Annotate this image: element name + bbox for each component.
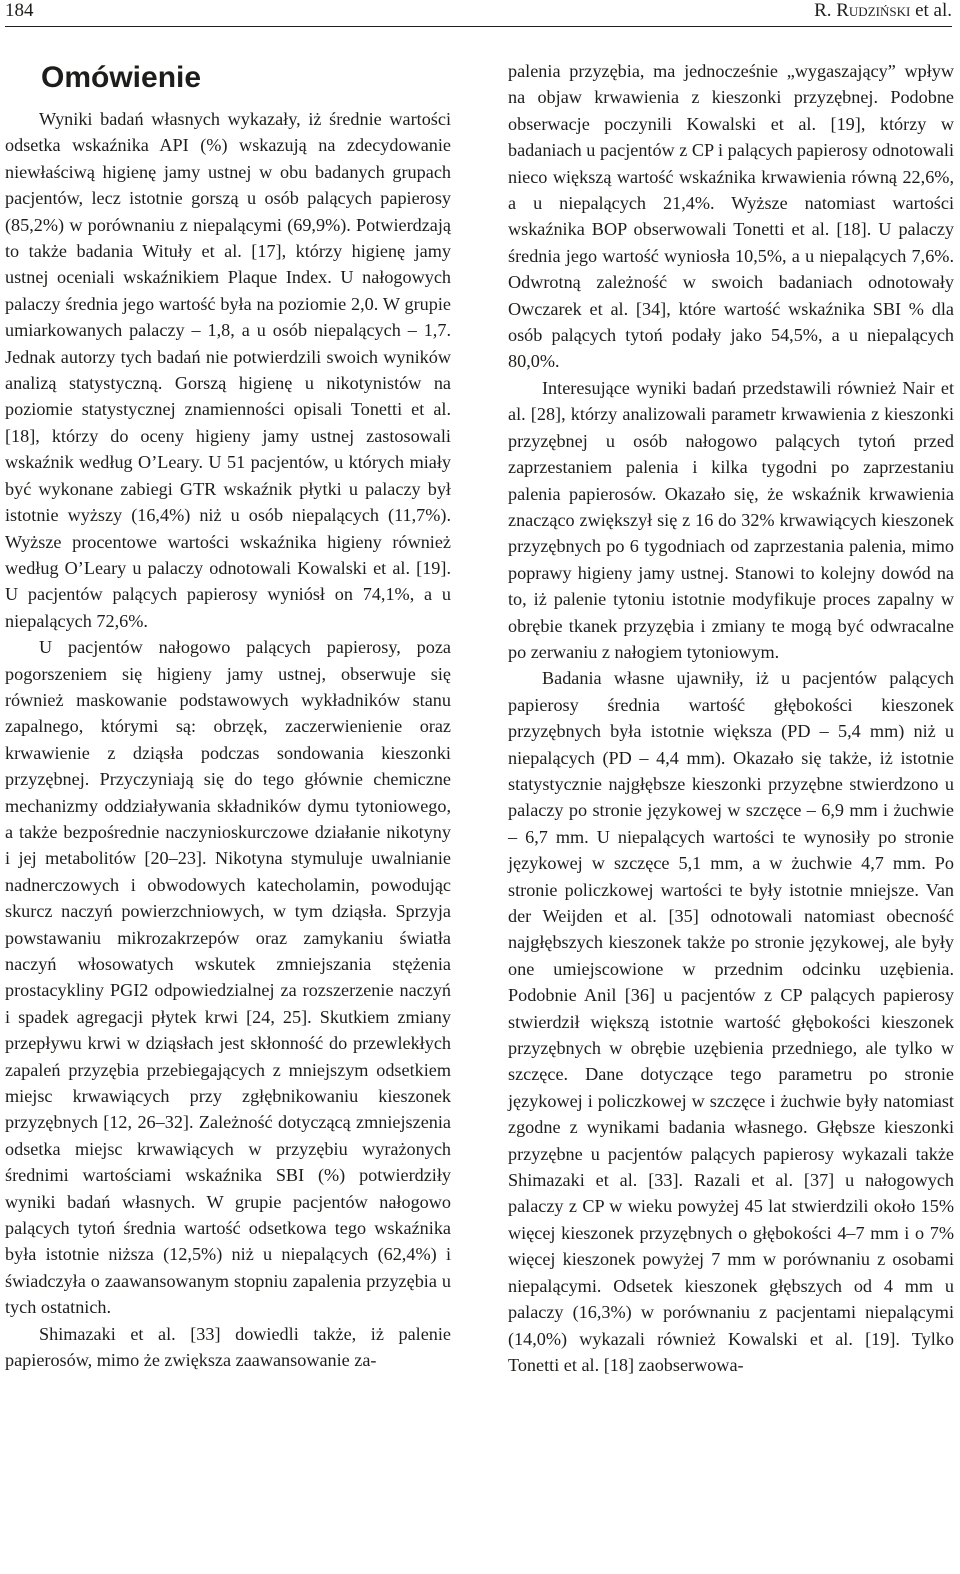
page-number: 184	[5, 0, 34, 21]
body-paragraph: Wyniki badań własnych wykazały, iż średnie wartości odsetka wskaźnika API (%) wskazują na zdecydowanie niewłaściwą higienę jamy ustnej w obu badanych grupach pacjentów, lecz istotnie gorszą u osób palących papierosy (85,2%) w porównaniu z niepalącymi (69,9%). Potwierdzają to także badania Wituły et al. [17], którzy higienę jamy ustnej oceniali wskaźnikiem Plaque Index. U nałogowych palaczy średnia jego wartość była na poziomie 2,0. W grupie umiarkowanych palaczy – 1,8, a u osób niepalących – 1,7. Jednak autorzy tych badań nie potwierdzili swoich wyników analizą statystyczną. Gorszą higienę u nikotynistów na poziomie statystycznej znamienności opisali Tonetti et al. [18], którzy do oceny higieny jamy ustnej zastosowali wskaźnik według O’Leary. U 51 pacjentów, u których miały być wykonane zabiegi GTR wskaźnik płytki u palaczy był istotnie wyższy (16,4%) niż u osób niepalących (11,7%). Wyższe procentowe wartości wskaźnika higieny również według O’Leary u palaczy odnotowali Kowalski et al. [19]. U pacjentów palących papierosy wyniósł on 74,1%, a u niepalących 72,6%.	[5, 109, 451, 631]
section-title: Omówienie	[41, 61, 202, 94]
continued-paragraph: palenia przyzębia, ma jednocześnie „wygaszający” wpływ na objaw krwawienia z kieszonki przyzębnej. Podobne obserwacje poczynili Kowalski et al. [19], którzy w badaniach u pacjentów z CP i palących papierosy odnotowali nieco większą wartość wskaźnika krwawienia równą 22,6%, a u niepalących 21,4%. Wyższe natomiast wartości wskaźnika BOP obserwowali Tonetti et al. [18]. U palaczy średnia jego wartość wyniosła 10,5%, a u niepalących 7,6%. Odwrotną zależność w swoich badaniach odnotowały Owczarek et al. [34], które wartość wskaźnika SBI % dla osób palących tytoń podały jako 54,5%, a u niepalących 80,0%.	[508, 61, 954, 372]
body-paragraph: Badania własne ujawniły, iż u pacjentów palących papierosy średnia wartość głębokości kieszonek przyzębnych była istotnie większa (PD – 5,4 mm) niż u niepalących (PD – 4,4 mm). Okazało się także, iż istotnie statystycznie najgłębsze kieszonki przyzębne stwierdzono u palaczy po stronie językowej w szczęce – 6,9 mm i żuchwie – 6,7 mm. U niepalących wartości te wynosiły po stronie językowej w szczęce 5,1 mm, a w żuchwie 4,7 mm. Po stronie policzkowej wartości te były istotnie mniejsze. Van der Weijden et al. [35] odnotowali natomiast obecność najgłębszych kieszonek także po stronie językowej, ale były one umiejscowione w przednim odcinku uzębienia. Podobnie Anil [36] u pacjentów z CP palących papierosy stwierdził większą istotnie wartość głębokości kieszonek przyzębnych w obrębie uzębienia przedniego, ale tylko w szczęce. Dane dotyczące tego parametru po stronie językowej i policzkowej w szczęce i żuchwie były natomiast zgodne z wynikami badania własnego. Głębsze kieszonki przyzębne u pacjentów palących papierosy wykazali także Shimazaki et al. [33]. Razali et al. [37] u nałogowych palaczy z CP w wieku powyżej 45 lat stwierdzili około 15% więcej kieszonek przyzębnych o głębokości 4–7 mm i o 7% więcej kieszonek powyżej 7 mm w porównaniu z osobami niepalącymi. Odsetek kieszonek głębszych od 4 mm u palaczy (16,3%) w porównaniu z pacjentami niepalącymi (14,0%) wykazali również Kowalski et al. [19]. Tylko Tonetti et al. [18] zaobserwowa-	[508, 668, 954, 1375]
right-column	[508, 58, 954, 1378]
running-head	[5, 0, 952, 27]
author-initial: R.	[814, 0, 832, 21]
body-paragraph: U pacjentów nałogowo palących papierosy, poza pogorszeniem się higieny jamy ustnej, obserwuje się również maskowanie podstawowych wykładników stanu zapalnego, którymi są: obrzęk, zaczerwienienie oraz krwawienie z dziąsła podczas sondowania kieszonki przyzębnej. Przyczyniają się do tego głównie chemiczne mechanizmy oddziaływania składników dymu tytoniowego, a także bezpośrednie naczynioskurczowe działanie nikotyny i jej metabolitów [20–23]. Nikotyna stymuluje uwalnianie nadnerczowych i obwodowych katecholamin, powodując skurcz naczyń powierzchniowych, w tym dziąsła. Sprzyja powstawaniu mikrozakrzepów oraz zamykaniu światła naczyń włosowatych wskutek zmniejszania stężenia prostacykliny PGI2 odpowiedzialnej za rozszerzenie naczyń i spadek agregacji płytek krwi [24, 25]. Skutkiem zmiany przepływu krwi w dziąsłach jest skłonność do przewlekłych zapaleń przyzębia przebiegających z mniejszym odsetkiem miejsc krwawiących przy zgłębnikowaniu kieszonek przyzębnych [12, 26–32]. Zależność dotyczącą zmniejszenia odsetka miejsc krwawiących w przyzębiu wyrażonych średnimi wartościami wskaźnika SBI (%) potwierdziły wyniki badań własnych. W grupie pacjentów nałogowo palących tytoń średnia wartość odsetkowa tego wskaźnika była istotnie niższa (12,5%) niż u niepalących (62,4%) i świadczyła o zaawansowanym stopniu zapalenia przyzębia u tych ostatnich.	[5, 637, 451, 1318]
running-author	[814, 0, 952, 23]
body-paragraph: Interesujące wyniki badań przedstawili również Nair et al. [28], którzy analizowali parametr krwawienia z kieszonki przyzębnej u osób nałogowo palących tytoń przed zaprzestaniem palenia i kilka tygodni po zaprzestaniu palenia papierosów. Okazało się, że wskaźnik krwawienia znacząco zwiększył się z 16 do 32% krwawiących kieszonek przyzębnych po 6 tygodniach od zaprzestania palenia, mimo poprawy higieny jamy ustnej. Stanowi to kolejny dowód na to, iż palenie tytoniu istotnie modyfikuje proces zapalny w obrębie tkanek przyzębia i zmiany te mogą być odwracalne po zerwaniu z nałogiem tytoniowym.	[508, 377, 954, 662]
author-surname: Rudziński	[836, 0, 911, 21]
left-column	[5, 58, 451, 1374]
author-suffix: et al.	[915, 0, 952, 21]
body-paragraph: Shimazaki et al. [33] dowiedli także, iż palenie papierosów, mimo że zwiększa zaawansowanie za-	[5, 1323, 451, 1371]
